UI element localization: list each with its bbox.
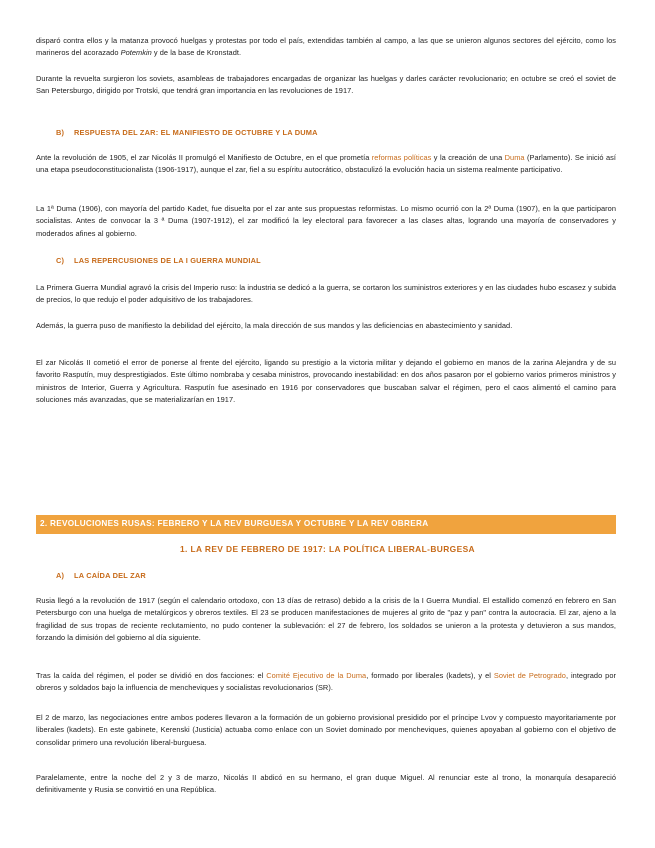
paragraph-abdicacion: Paralelamente, entre la noche del 2 y 3 de marzo, Nicolás II abdicó en su hermano, el gran duque Miguel. Al renunciar este al trono, la monarquía desapareció definitivamente y Rusia se convirtió en una República.: [36, 773, 616, 795]
section-band: [36, 515, 616, 534]
section-title: 2. REVOLUCIONES RUSAS: FEBRERO Y LA REV BURGUESA Y OCTUBRE Y LA REV OBRERA: [40, 519, 429, 528]
heading-a: A) LA CAÍDA DEL ZAR: [56, 571, 146, 580]
paragraph-guerra: La Primera Guerra Mundial agravó la crisis del Imperio ruso: la industria se dedicó a la guerra, se cortaron los suministros exteriores y en las ciudades hubo escasez y subida de precios, lo que redujo el poder adquisitivo de los trabajadores.: [36, 283, 616, 305]
subsection-title: 1. LA REV DE FEBRERO DE 1917: LA POLÍTICA LIBERAL-BURGESA: [179, 544, 475, 554]
paragraph-soviets: Durante la revuelta surgieron los soviets, asambleas de trabajadores encargadas de organizar las huelgas y darles carácter revolucionario; en octubre se creó el soviet de San Petersburgo, dirigido por Trotski, que tendrá gran importancia en las revoluciones de 1917.: [36, 74, 616, 96]
paragraph-ejercito: Además, la guerra puso de manifiesto la debilidad del ejército, la mala dirección de sus mandos y las deficiencias en abastecimiento y sanidad.: [36, 321, 513, 330]
paragraph-gobierno-provisional: El 2 de marzo, las negociaciones entre ambos poderes llevaron a la formación de un gobierno provisional presidido por el príncipe Lvov y compuesto mayoritariamente por liberales (kadets). En este gabinete, Kerenski (Justicia) actuaba como enlace con un Soviet dominado por mencheviques, quienes apoyaban al gobierno con el objetivo de consolidar primero una revolución liberal-burguesa.: [36, 713, 616, 747]
paragraph-rasputin: El zar Nicolás II cometió el error de ponerse al frente del ejército, ligando su prestigio a la victoria militar y dejando el gobierno en manos de la zarina Alejandra y de su favorito Rasputín, muy desprestigiados. Este último nombraba y cesaba ministros, provocando inestabilidad: en dos años pasaron por el gobierno varios primeros ministros y ministros de Interior, Guerra y Agricultura. Rasputín fue asesinado en 1916 por conservadores que buscaban salvar el régimen, pero el caos alimentó el camino para soluciones más avanzadas, que se materializarían en 1917.: [36, 358, 616, 404]
paragraph-revolucion-febrero: Rusia llegó a la revolución de 1917 (según el calendario ortodoxo, con 13 días de retraso) debido a la crisis de la I Guerra Mundial. El estallido comenzó en febrero en San Petersburgo con una huelga de metalúrgicos y obreros textiles. El 23 se producen manifestaciones de mujeres al grito de "paz y pan" contra la autocracia. El zar, ajeno a la fragilidad de sus tropas de reciente reclutamiento, no pudo contener la sublevación: el 27 de febrero, los soldados se unieron a la protesta y detuvieron a sus mandos, forzando la dimisión del gobierno al día siguiente.: [36, 596, 616, 642]
paragraph-dos-facciones: Tras la caída del régimen, el poder se dividió en dos facciones: el Comité Ejecutivo de la Duma, formado por liberales (kadets), y el Soviet de Petrogrado, integrado por obreros y soldados bajo la influencia de mencheviques y socialistas revolucionarios (SR).: [36, 671, 616, 693]
link-duma: Duma: [504, 153, 525, 162]
link-comite-ejecutivo: Comité Ejecutivo de la Duma: [266, 671, 367, 680]
heading-c: C) LAS REPERCUSIONES DE LA I GUERRA MUNDIAL: [56, 256, 261, 265]
heading-b: B) RESPUESTA DEL ZAR: EL MANIFIESTO DE OCTUBRE Y LA DUMA: [56, 128, 318, 137]
link-soviet-petrogrado: Soviet de Petrogrado: [493, 671, 566, 680]
paragraph-dumas: La 1ª Duma (1906), con mayoría del partido Kadet, fue disuelta por el zar ante sus propuestas reformistas. Lo mismo ocurrió con la 2ª Duma (1907), en la que participaron socialistas. Antes de convocar la 3 ª Duma (1907-1912), el zar modificó la ley electoral para favorecer a las clases altas, logrando una mayoría de conservadores y moderados afines al gobierno.: [36, 204, 616, 238]
paragraph-manifiesto: Ante la revolución de 1905, el zar Nicolás II promulgó el Manifiesto de Octubre, en el que prometía reformas políticas y la creación de una Duma (Parlamento). Se inició así una etapa pseudoconstitucionalista (1906-1917), aunque el zar, fiel a su espíritu autocrático, obstaculizó la evolución hacia un sistema realmente participativo.: [36, 153, 617, 175]
paragraph-soviets-intro: disparó contra ellos y la matanza provocó huelgas y protestas por todo el país, extendidas también al campo, a las que se unieron algunos sectores del ejército, como los marineros del acorazado Potemkin y de la base de Kronstadt.: [36, 36, 616, 58]
link-reformas-politicas: reformas políticas: [371, 153, 432, 162]
